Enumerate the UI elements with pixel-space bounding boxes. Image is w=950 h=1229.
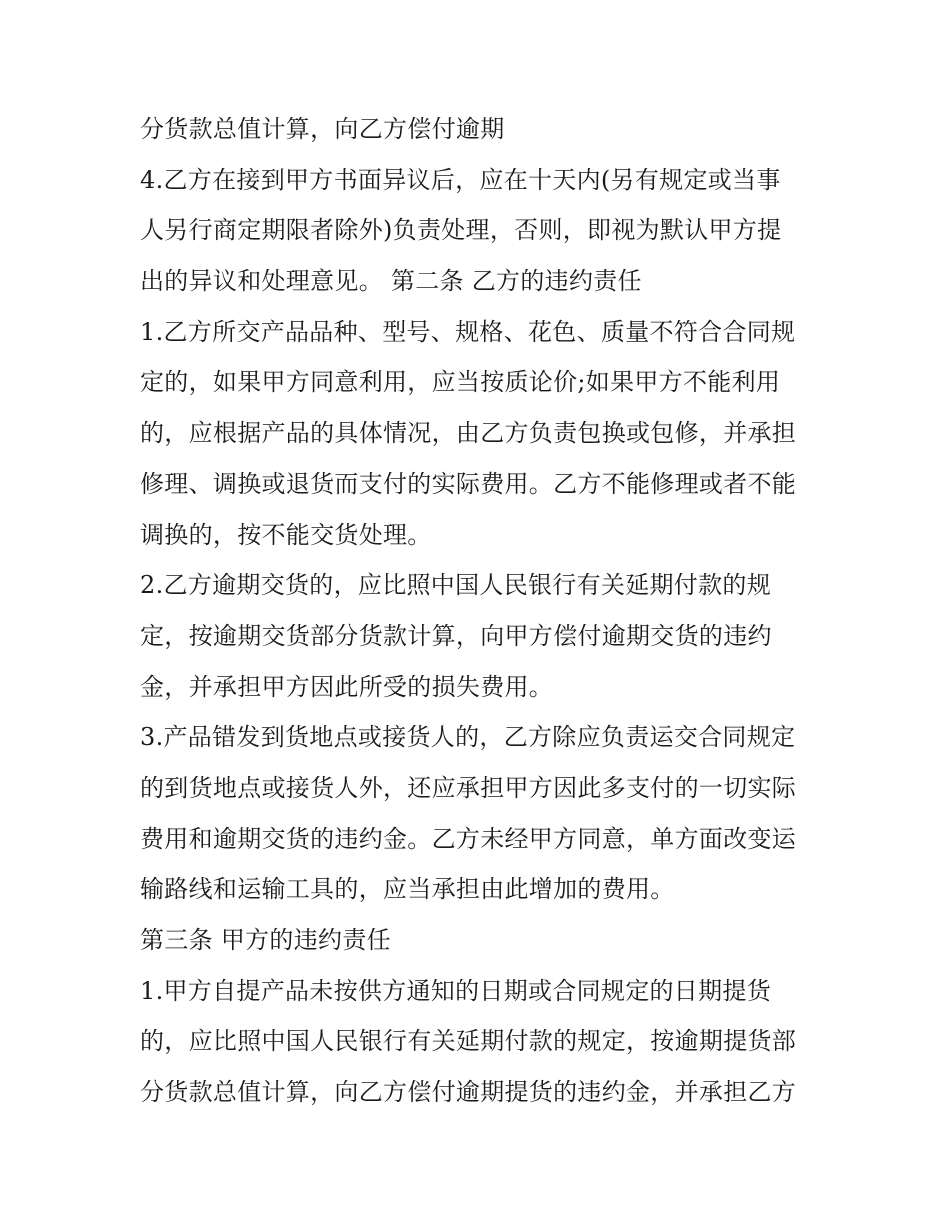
text-line: 3.产品错发到货地点或接货人的，乙方除应负责运交合同规定 bbox=[140, 723, 796, 752]
section-heading: 第三条 甲方的违约责任 bbox=[140, 926, 391, 954]
text-line: 修理、调换或退货而支付的实际费用。乙方不能修理或者不能 bbox=[140, 469, 797, 498]
text-line: 输路线和运输工具的，应当承担由此增加的费用。 bbox=[140, 875, 675, 904]
text-line: 分货款总值计算，向乙方偿付逾期 bbox=[140, 115, 505, 143]
text-line: 1.甲方自提产品未按供方通知的日期或合同规定的日期提货 bbox=[140, 976, 771, 1005]
text-line: 调换的，按不能交货处理。 bbox=[140, 520, 432, 549]
text-line: 金，并承担甲方因此所受的损失费用。 bbox=[140, 672, 554, 701]
text-line: 定，按逾期交货部分货款计算，向甲方偿付逾期交货的违约 bbox=[140, 621, 772, 650]
text-line: 的，应比照中国人民银行有关延期付款的规定，按逾期提货部 bbox=[140, 1027, 797, 1056]
text-line: 人另行商定期限者除外)负责处理，否则，即视为默认甲方提 bbox=[140, 216, 782, 245]
text-line: 出的异议和处理意见。 第二条 乙方的违约责任 bbox=[140, 267, 642, 296]
text-line: 2.乙方逾期交货的，应比照中国人民银行有关延期付款的规 bbox=[140, 571, 771, 600]
text-line: 的到货地点或接货人外，还应承担甲方因此多支付的一切实际 bbox=[140, 773, 797, 802]
text-line: 1.乙方所交产品品种、型号、规格、花色、质量不符合合同规 bbox=[140, 317, 796, 346]
text-line: 费用和逾期交货的违约金。乙方未经甲方同意，单方面改变运 bbox=[140, 824, 797, 853]
document-body bbox=[140, 104, 820, 1118]
text-line: 分货款总值计算，向乙方偿付逾期提货的违约金，并承担乙方 bbox=[140, 1078, 797, 1107]
text-line: 定的，如果甲方同意利用，应当按质论价;如果甲方不能利用 bbox=[140, 368, 781, 397]
text-line: 4.乙方在接到甲方书面异议后，应在十天内(另有规定或当事 bbox=[140, 165, 781, 194]
text-line: 的，应根据产品的具体情况，由乙方负责包换或包修，并承担 bbox=[140, 419, 797, 448]
